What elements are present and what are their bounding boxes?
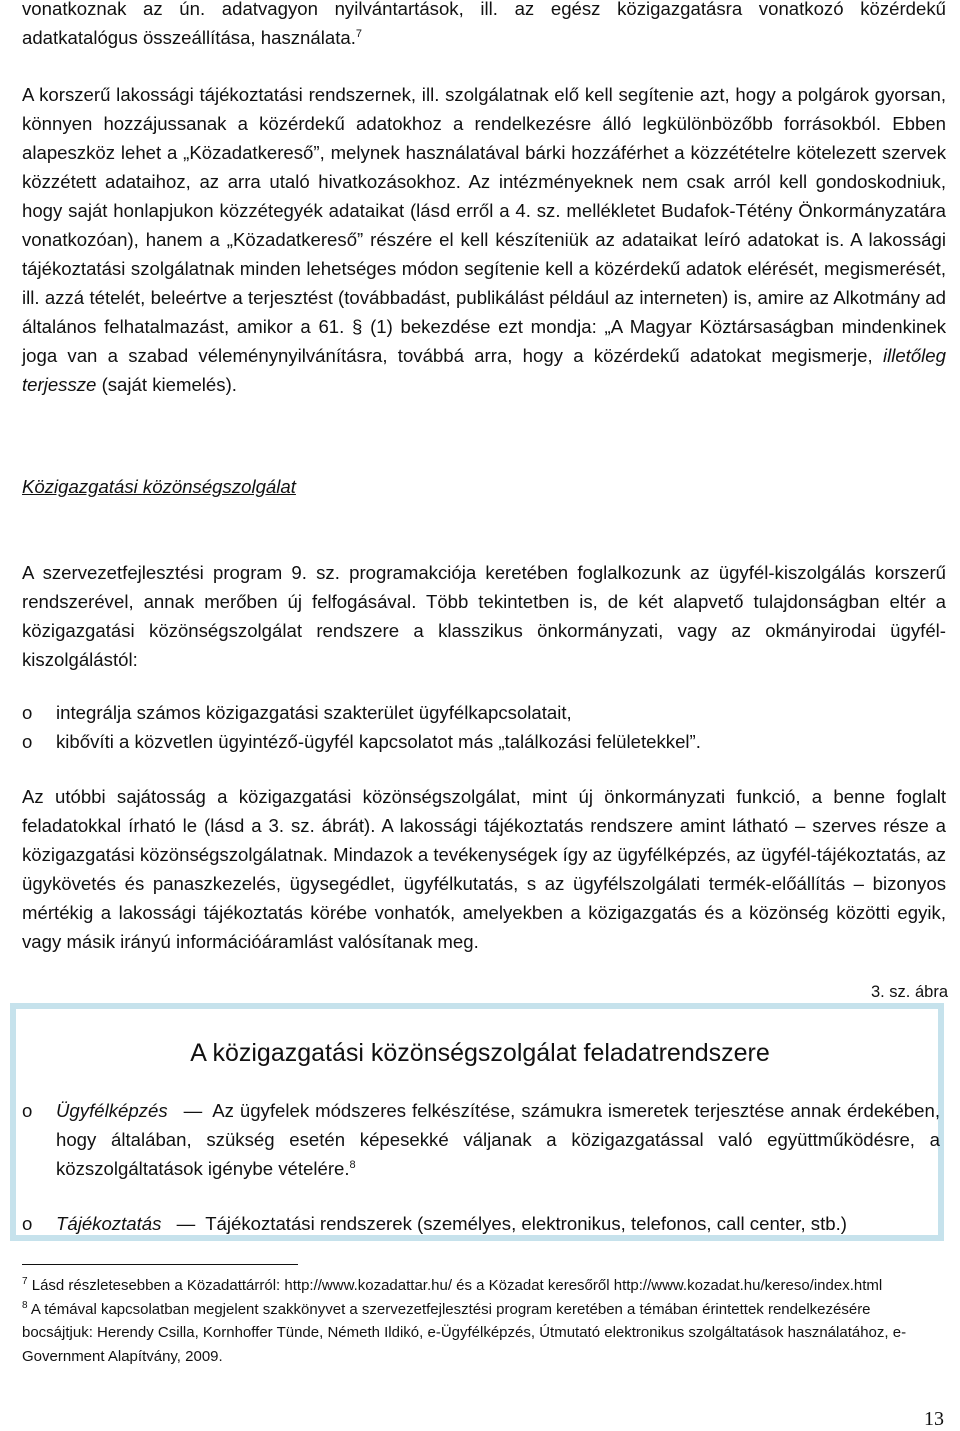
- figure-list-item: [22, 1096, 940, 1183]
- footnote-number: 7: [22, 1276, 28, 1287]
- figure-item-text: Az ügyfelek módszeres felkészítése, számukra ismeretek terjesztése annak érdekében, hogy általában, szükség esetén képesekké váljanak a közigazgatással való együttműködésre, a közszolgáltatások igénybe vételére.: [56, 1100, 940, 1179]
- section-heading: Közigazgatási közönségszolgálat: [22, 476, 296, 497]
- footnotes: [22, 1274, 942, 1368]
- footnote-divider: [22, 1264, 298, 1265]
- figure-caption: 3. sz. ábra: [870, 983, 948, 1001]
- feature-list: [22, 698, 946, 756]
- paragraph-tajekoztatas-tail: (saját kiemelés).: [96, 374, 237, 395]
- footnote-8: [22, 1298, 942, 1369]
- paragraph-kozonsegszolgalat-text: Az utóbbi sajátosság a közigazgatási közönségszolgálat, mint új önkormányzati funkció, a benne foglalt feladatokkal írható le (lásd a 3. sz. ábrát). A lakossági tájékoztatás rendszere amint látható – szerves része a közigazgatási közönségszolgálatnak. Mindazok a tevékenységek így az ügyfélképzés, az ügyfél-tájékoztatás, az ügykövetés és panaszkezelés, ügysegédlet, ügyfélkutatás, s az ügyfélszolgálati termék-előállítás – bizonyos mértékig a lakossági tájékoztatás körébe vonhatók, amelyekben a közigazgatás és a közönség közötti egyik, vagy másik irányú információáramlást valósítanak meg.: [22, 786, 947, 952]
- figure-list: [22, 1096, 940, 1238]
- footnote-text: Lásd részletesebben a Közadattárról: http://www.kozadattar.hu/ és a Közadat keresőről http://www.kozadat.hu/kereso/index.html: [31, 1277, 883, 1294]
- paragraph-szervezetfejlesztes-text: A szervezetfejlesztési program 9. sz. programakciója keretében foglalkozunk az ügyfél-kiszolgálás korszerű rendszerével, annak merőben új felfogásával. Több tekintetben is, de két alapvető tulajdonságban eltér a közigazgatási közönségszolgálat rendszere a klasszikus önkormányzati, vagy az okmányirodai ügyfél-kiszolgálástól:: [22, 562, 946, 670]
- figure-item-text: Tájékoztatási rendszerek (személyes, elektronikus, telefonos, call center, stb.): [205, 1213, 847, 1234]
- paragraph-intro-text: vonatkoznak az ún. adatvagyon nyilvántartások, ill. az egész közigazgatásra vonatkozó közérdekű adatkatalógus összeállítása, használata.: [22, 0, 946, 48]
- bullet-icon: o: [22, 1213, 33, 1234]
- bullet-icon: o: [22, 702, 33, 723]
- figure-item-term: Tájékoztatás: [56, 1213, 162, 1234]
- footnote-ref-7: 7: [355, 27, 362, 40]
- figure-item-dash: —: [183, 1100, 203, 1121]
- paragraph-kozonsegszolgalat: [22, 782, 946, 956]
- list-item: [22, 698, 946, 727]
- footnote-7: [22, 1274, 942, 1298]
- footnote-ref-8: 8: [349, 1158, 356, 1171]
- paragraph-tajekoztatas-text: A korszerű lakossági tájékoztatási rendszernek, ill. szolgálatnak elő kell segítenie azt, hogy a polgárok gyorsan, könnyen hozzájussanak a közérdekű adatokhoz a rendelkezésre álló legkülönbözőbb forrásokból. Ebben alapeszköz lehet a „Közadatkereső”, melynek használatával bárki hozzáférhet a közzétételre kötelezett szervek közzétett adataihoz, az arra utaló hivatkozásokhoz. Az intézményeknek nem csak arról kell gondoskodniuk, hogy saját honlapjukon közzétegyék adataikat (lásd erről a 4. sz. mellékletet Budafok-Tétény Önkormányzatára vonatkozóan), hanem a „Közadatkereső” részére el kell készíteniük az adataikat leíró adatokat is. A lakossági tájékoztatási szolgálatnak minden lehetséges módon segítenie kell a közérdekű adatok elérését, megismerését, ill. azzá tételét, beleértve a terjesztést (továbbadást, publikálást például az interneten) is, amire az Alkotmány ad általános felhatalmazást, amikor a 61. § (1) bekezdése ezt mondja: „A Magyar Köztársaságban mindenkinek joga van a szabad véleménynyilvánításra, továbbá arra, hogy a közérdekű adatokat megismerje,: [22, 84, 946, 366]
- paragraph-szervezetfejlesztes: [22, 558, 946, 674]
- emphasis-text: illetőleg terjessze: [22, 345, 946, 395]
- bullet-icon: o: [22, 1100, 33, 1121]
- figure-item-term: Ügyfélképzés: [56, 1100, 168, 1121]
- figure-title: A közigazgatási közönségszolgálat feladatrendszere: [190, 1039, 770, 1067]
- paragraph-intro: [22, 0, 946, 52]
- figure-list-item: [22, 1209, 940, 1238]
- list-item-text: kibővíti a közvetlen ügyintéző-ügyfél kapcsolatot más „találkozási felületekkel”.: [56, 731, 701, 752]
- paragraph-tajekoztatas: [22, 80, 946, 399]
- footnote-text: A témával kapcsolatban megjelent szakkönyvet a szervezetfejlesztési program keretében a témában érintettek rendelkezésére bocsájtjuk: Herendy Csilla, Kornhoffer Tünde, Németh Ildikó, e-Ügyfélképzés, Útmutató elektronikus szolgáltatások használatához, e-Government Alapítvány, 2009.: [22, 1300, 907, 1365]
- list-item-text: integrálja számos közigazgatási szakterület ügyfélkapcsolatait,: [56, 702, 572, 723]
- footnote-number: 8: [22, 1299, 28, 1311]
- bullet-icon: o: [22, 731, 33, 752]
- list-item: [22, 727, 946, 756]
- figure-item-dash: —: [176, 1213, 196, 1234]
- page-number: 13: [924, 1408, 944, 1430]
